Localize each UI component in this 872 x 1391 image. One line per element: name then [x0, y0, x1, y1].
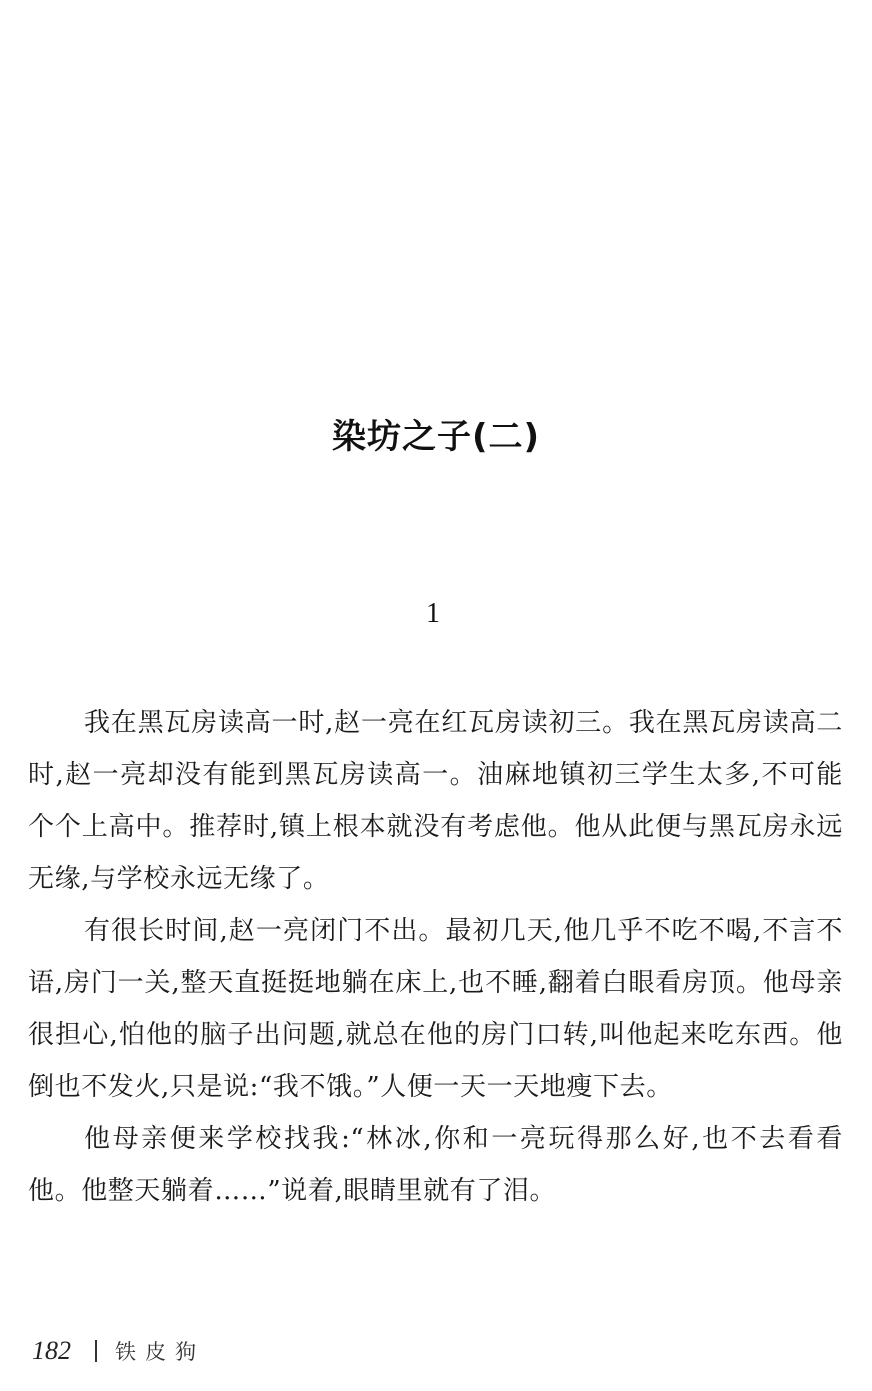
page-number: 182 [32, 1336, 71, 1365]
paragraph: 他母亲便来学校找我:“林冰,你和一亮玩得那么好,也不去看看他。他整天躺着……”说着,眼睛里就有了泪。 [28, 1124, 843, 1206]
paragraph: 我在黑瓦房读高一时,赵一亮在红瓦房读初三。我在黑瓦房读高二时,赵一亮却没有能到黑瓦房读高一。油麻地镇初三学生太多,不可能个个上高中。推荐时,镇上根本就没有考虑他。他从此便与黑瓦房永远无缘,与学校永远无缘了。 [28, 708, 843, 894]
footer-divider [95, 1340, 97, 1362]
page-footer [32, 1334, 205, 1368]
section-number: 1 [426, 598, 440, 629]
body-text [28, 697, 843, 1217]
paragraph: 有很长时间,赵一亮闭门不出。最初几天,他几乎不吃不喝,不言不语,房门一关,整天直挺挺地躺在床上,也不睡,翻着白眼看房顶。他母亲很担心,怕他的脑子出问题,就总在他的房门口转,叫他起来吃东西。他倒也不发火,只是说:“我不饿。”人便一天一天地瘦下去。 [28, 916, 843, 1102]
running-book-title: 铁皮狗 [115, 1340, 205, 1364]
chapter-title: 染坊之子(二) [331, 416, 541, 457]
